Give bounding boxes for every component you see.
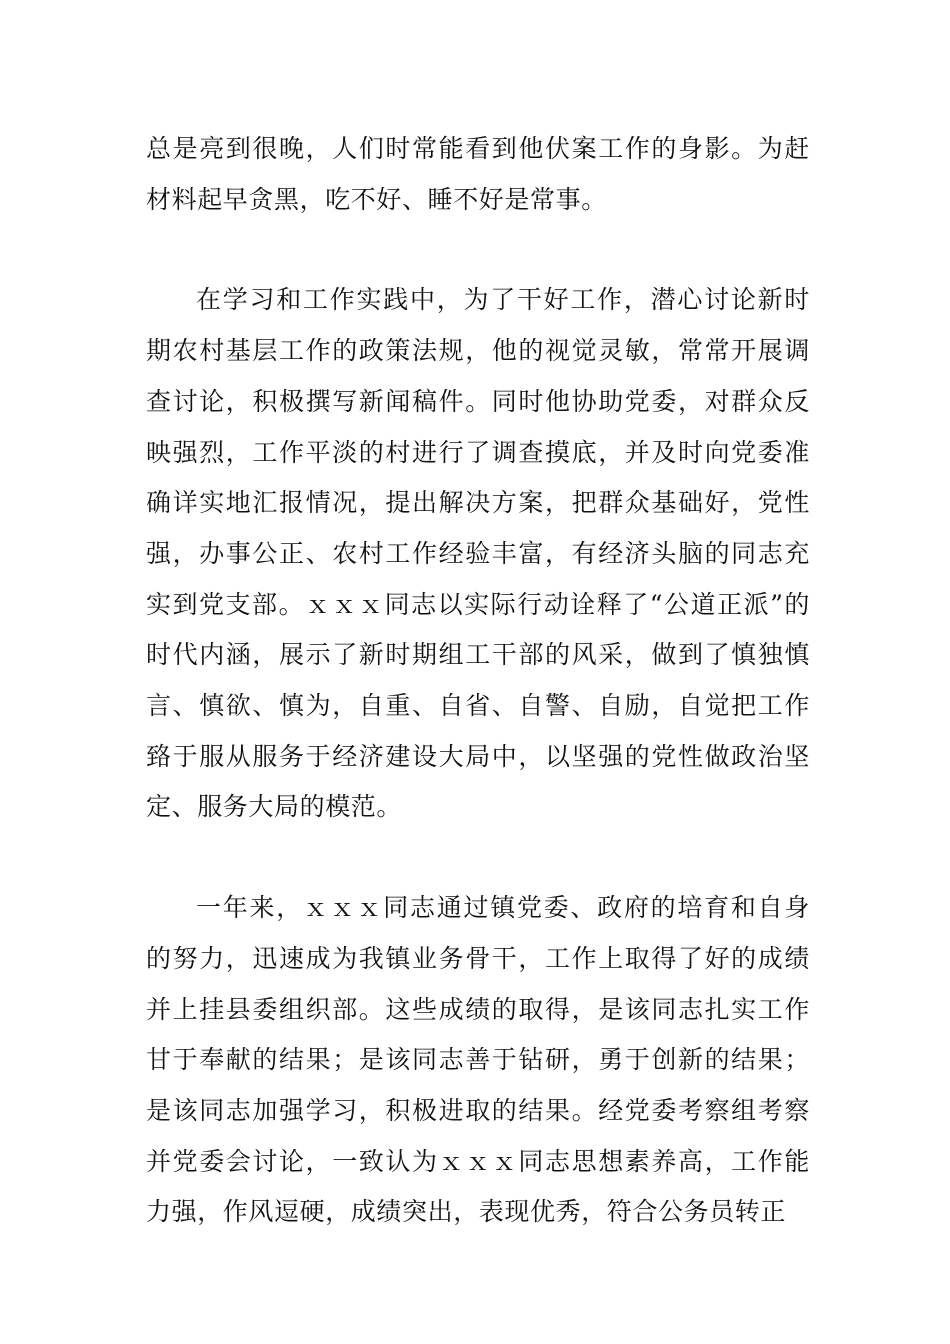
paragraph-2: 在学习和工作实践中，为了干好工作，潜心讨论新时期农村基层工作的政策法规，他的视觉灵敏，常常开展调查讨论，积极撰写新闻稿件。同时他协助党委，对群众反映强烈，工作平淡的村进行了调查摸底，并及时向党委准确详实地汇报情况，提出解决方案，把群众基础好，党性强，办事公正、农村工作经验丰富，有经济头脑的同志充实到党支部。ｘｘｘ同志以实际行动诠释了“公道正派”的时代内涵，展示了新时期组工干部的风采，做到了慎独慎言、慎欲、慎为，自重、自省、自警、自励，自觉把工作臵于服从服务于经济建设大局中，以坚强的党性做政治坚定、服务大局的模范。	[146, 285, 810, 822]
paragraph-1: 总是亮到很晚，人们时常能看到他伏案工作的身影。为赶材料起早贪黑，吃不好、睡不好是常事。	[146, 134, 810, 214]
paragraph-3: 一年来，ｘｘｘ同志通过镇党委、政府的培育和自身的努力，迅速成为我镇业务骨干，工作上取得了好的成绩并上挂县委组织部。这些成绩的取得，是该同志扎实工作甘于奉献的结果；是该同志善于钻研，勇于创新的结果；是该同志加强学习，积极进取的结果。经党委考察组考察并党委会讨论，一致认为ｘｘｘ同志思想素养高，工作能力强，作风逗硬，成绩突出，表现优秀，符合公务员转正	[146, 893, 810, 1227]
document-body	[146, 124, 810, 1238]
